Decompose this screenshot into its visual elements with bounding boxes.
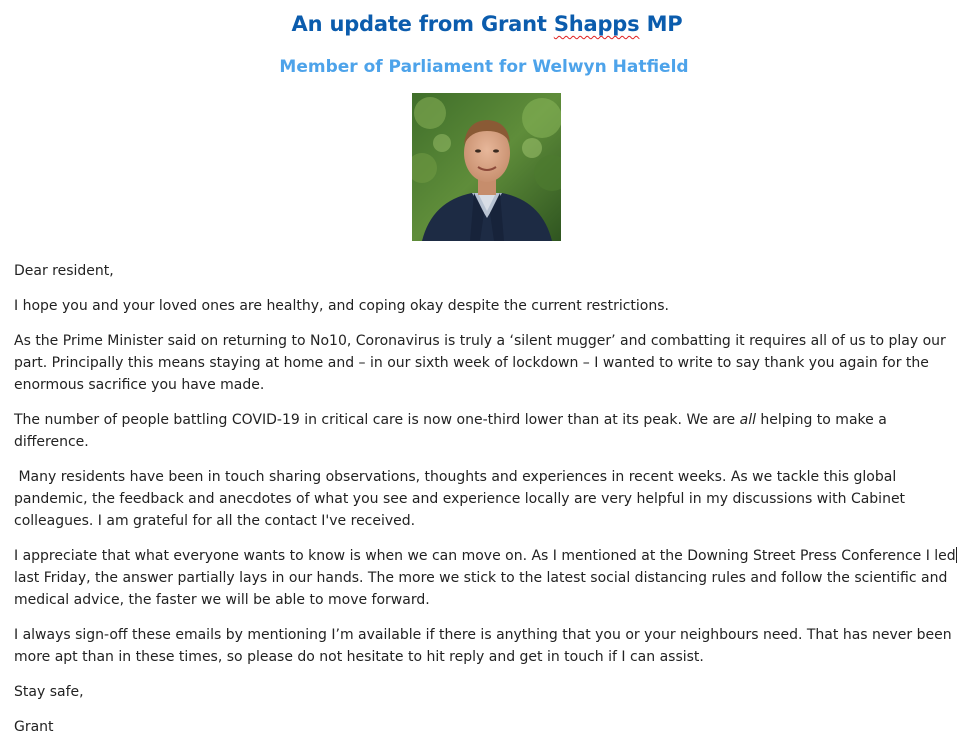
- title-surname-spellcheck: Shapps: [553, 12, 640, 36]
- letter-signature: Grant: [14, 719, 54, 735]
- letter-paragraph-1: I hope you and your loved ones are healthy, and coping okay despite the current restrictions.: [14, 298, 669, 314]
- p3-text-after: helping to make a difference.: [14, 412, 887, 450]
- letter-paragraph-2: As the Prime Minister said on returning to No10, Coronavirus is truly a ‘silent mugger’ and combatting it requires all of us to play our part. Principally this means staying at home and – in our sixth week of lockdown – I wanted to write to say thank you again for the enormous sacrifice you have made.: [14, 333, 946, 393]
- p5-text-after-caret: last Friday, the answer partially lays in our hands. The more we stick to the latest social distancing rules and follow the scientific and medical advice, the faster we will be able to move forward.: [14, 570, 948, 608]
- email-title: [0, 9, 970, 39]
- email-subtitle: Member of Parliament for Welwyn Hatfield: [279, 57, 689, 77]
- letter-paragraph-4: Many residents have been in touch sharing observations, thoughts and experiences in recent weeks. As we tackle this global pandemic, the feedback and anecdotes of what you see and experience locally are very helpful in my discussions with Cabinet colleagues. I am grateful for all the contact I've received.: [14, 469, 906, 529]
- p5-text-before-caret: I appreciate that what everyone wants to know is when we can move on. As I mentioned at the Downing Street Press Conference I led: [14, 548, 956, 564]
- letter-paragraph-3: [14, 409, 964, 453]
- p3-text-before: The number of people battling COVID-19 in critical care is now one-third lower than at its peak. We are: [14, 412, 740, 428]
- portrait-photo: [412, 93, 561, 241]
- letter-greeting: Dear resident,: [14, 263, 114, 279]
- letter-paragraph-5[interactable]: [14, 545, 964, 611]
- p3-emphasis: all: [739, 412, 756, 428]
- letter-signoff: Stay safe,: [14, 684, 84, 700]
- letter-body: [14, 260, 964, 751]
- title-prefix: An update from Grant: [291, 12, 554, 36]
- letter-paragraph-6: I always sign-off these emails by mentioning I’m available if there is anything that you or your neighbours need. That has never been more apt than in these times, so please do not hesitate to hit reply and get in touch if I can assist.: [14, 627, 952, 665]
- title-suffix: MP: [639, 12, 683, 36]
- text-cursor: [956, 547, 957, 563]
